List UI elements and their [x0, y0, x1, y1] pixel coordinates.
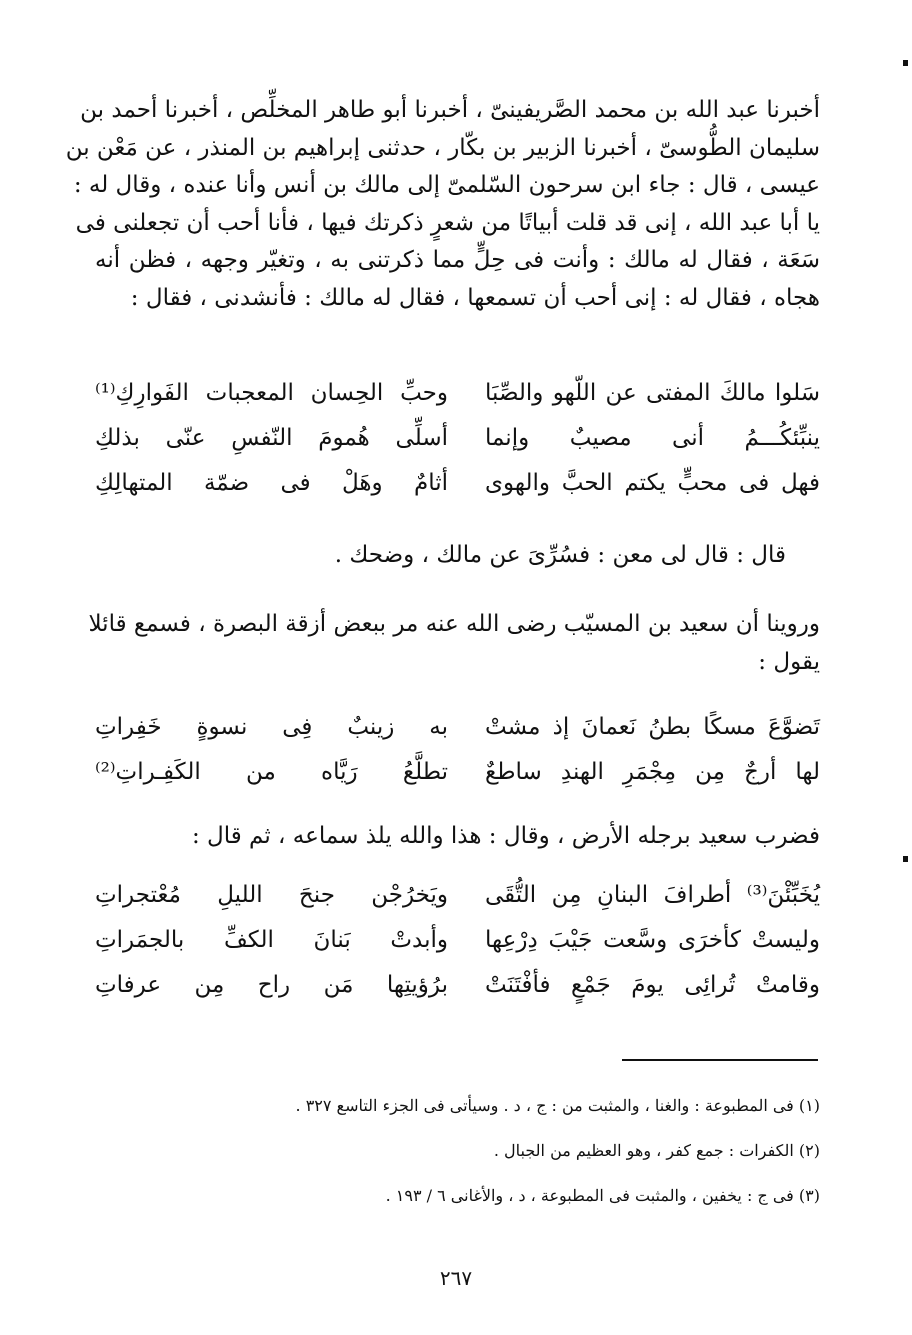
footnote: (٢) الكفرات : جمع كفر ، وهو العظيم من الجبال .	[493, 1141, 820, 1160]
page-number: ٢٦٧	[439, 1266, 473, 1290]
text-line: هجاه ، فقال له : إنى أحب أن تسمعها ، فقال له مالك : فأنشدنى ، فقال :	[130, 284, 820, 311]
verse	[95, 425, 820, 470]
verse-first-hemistich: وليستْ كأخرَى وسَّعت جَيْبَ دِرْعِها	[485, 927, 820, 953]
text-line: سَعَة ، فقال له مالك : وأنت فى حِلٍّ مما ذكرتنى به ، وتغيّر وجهه ، فظن أنه	[95, 247, 820, 273]
verse-first-hemistich: سَلوا مالكَ المفتى عن اللّهو والصِّبَا	[485, 380, 820, 406]
text-line: سليمان الطُّوسىّ ، أخبرنا الزبير بن بكّار ، حدثنى إبراهيم بن المنذر ، عن مَعْن بن	[65, 134, 820, 161]
verse-first-hemistich: تَضوَّعَ مسكًا بطنُ نَعمانَ إذ مشتْ	[485, 714, 820, 740]
margin-mark	[903, 856, 908, 862]
verse-first-hemistich: فهل فى محبٍّ يكتم الحبَّ والهوى	[485, 470, 820, 496]
paragraph-said-reaction: فضرب سعيد برجله الأرض ، وقال : هذا والله يلذ سماعه ، ثم قال :	[191, 823, 820, 849]
poem-zaynab	[95, 714, 820, 804]
text-line: يقول :	[758, 648, 820, 675]
verse-second-hemistich: به زينبٌ فِى نسوةٍ خَفِراتِ	[95, 714, 448, 740]
verse-second-hemistich: ويَخرُجْن جنحَ الليلِ مُعْتجراتِ	[95, 882, 448, 908]
verse	[95, 927, 820, 972]
verse-second-hemistich: وأبدتْ بَنانَ الكفِّ بالجمَراتِ	[95, 927, 448, 953]
verse-second-hemistich: برُؤيتِها مَن راح مِن عرفاتِ	[95, 972, 448, 998]
verse-second-hemistich: أسلِّى هُمومَ النّفسِ عنّى بذلكِ	[95, 425, 448, 451]
text-line: أخبرنا عبد الله بن محمد الصَّريفينىّ ، أخبرنا أبو طاهر المخلِّص ، أخبرنا أحمد بن	[80, 97, 820, 123]
verse	[95, 759, 820, 804]
footnote: (١) فى المطبوعة : والغنا ، والمثبت من : ج ، د . وسيأتى فى الجزء التاسع ٣٢٧ .	[295, 1096, 820, 1115]
verse-first-hemistich: لها أرجٌ مِن مِجْمَرِ الهندِ ساطعٌ	[485, 759, 820, 785]
paragraph-maan: قال : قال لى معن : فسُرِّىَ عن مالك ، وضحك .	[334, 542, 786, 568]
footnote-separator	[622, 1059, 818, 1061]
footnotes	[95, 1096, 820, 1231]
paragraph-isnad	[65, 92, 820, 317]
verse-first-hemistich: وقامتْ تُرائِى يومَ جَمْعٍ فأفْتَنَتْ	[485, 972, 820, 998]
verse	[95, 972, 820, 1017]
margin-mark	[903, 60, 908, 66]
poem-veiled-women	[95, 882, 820, 1017]
verse-second-hemistich: أثامٌ وهَلْ فى ضمّة المتهالِكِ	[95, 470, 448, 496]
verse	[95, 714, 820, 759]
text-line: وروينا أن سعيد بن المسيّب رضى الله عنه مر ببعض أزقة البصرة ، فسمع قائلا	[88, 611, 820, 637]
verse-second-hemistich: تطلَّعُ رَيَّاه من الكَفِـراتِ⁽²⁾	[95, 759, 448, 785]
verse	[95, 470, 820, 515]
verse-first-hemistich: ينبِّئكُـــمُ أنى مصيبٌ وإنما	[485, 425, 820, 451]
text-line: عيسى ، قال : جاء ابن سرحون السّلمىّ إلى مالك بن أنس وأنا عنده ، وقال له :	[73, 172, 820, 198]
verse-second-hemistich: وحبِّ الحِسان المعجبات الفَوارِكِ⁽¹⁾	[95, 380, 448, 406]
verse	[95, 380, 820, 425]
text-line: يا أبا عبد الله ، إنى قد قلت أبياتًا من شعرٍ ذكرتك فيها ، فأنا أحب أن تجعلنى فى	[75, 209, 820, 236]
footnote: (٣) فى ج : يخفين ، والمثبت فى المطبوعة ، د ، والأغانى ٦ / ١٩٣ .	[385, 1186, 820, 1205]
paragraph-said	[88, 606, 820, 681]
poem-malik	[95, 380, 820, 515]
verse-first-hemistich: يُخَبِّئْنَ⁽³⁾ أطرافَ البنانِ مِن التُّقَى	[485, 882, 820, 908]
verse	[95, 882, 820, 927]
